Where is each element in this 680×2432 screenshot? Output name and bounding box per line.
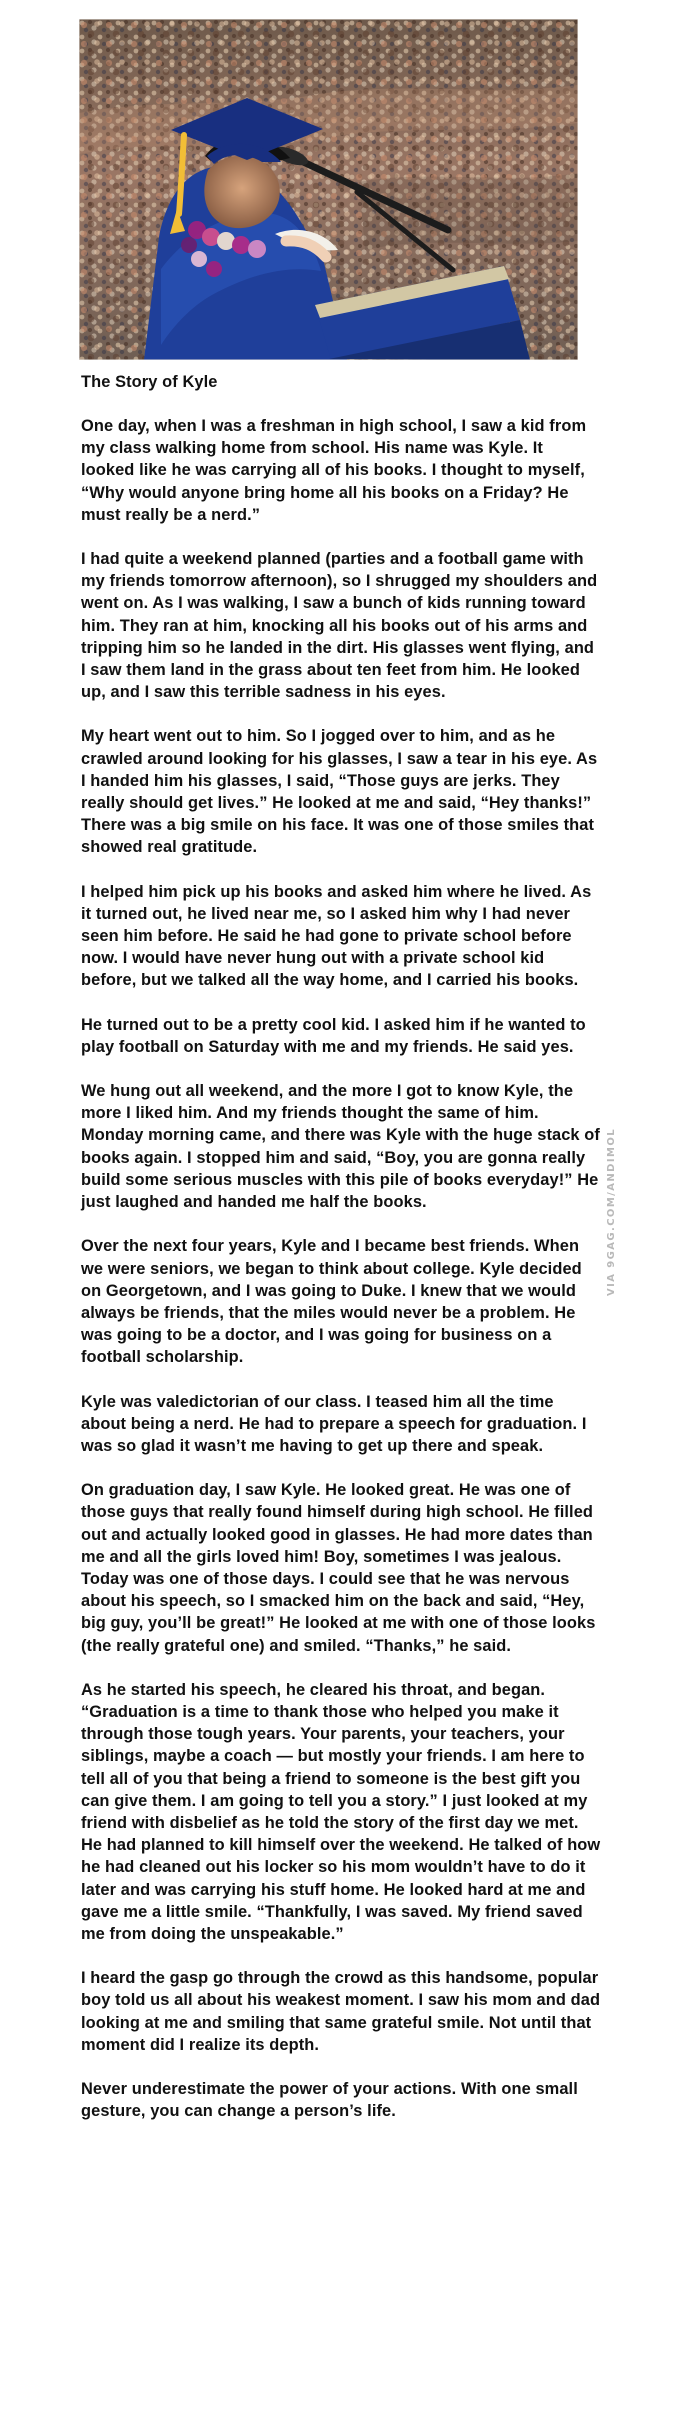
story-paragraph-8: Kyle was valedictorian of our class. I teased him all the time about being a nerd. He had to prepare a speech for graduation. I was so glad it wasn’t me having to get up there and speak. xyxy=(81,1392,587,1455)
story-paragraph-7: Over the next four years, Kyle and I became best friends. When we were seniors, we began to think about college. Kyle decided on Georgetown, and I was going to Duke. I knew that we would always be friends, that the miles would never be a problem. He was going to be a doctor, and I was going for business on a football scholarship. xyxy=(81,1237,582,1367)
graduation-speaker-image xyxy=(79,19,578,360)
story-paragraph-5: He turned out to be a pretty cool kid. I asked him if he wanted to play football on Saturday with me and my friends. He said yes. xyxy=(81,1015,586,1056)
story-paragraph-3: My heart went out to him. So I jogged over to him, and as he crawled around looking for his glasses, I saw a tear in his eye. As I handed him his glasses, I said, “Those guys are jerks. They really should get lives.” He looked at me and said, “Hey thanks!” There was a big smile on his face. It was one of those smiles that showed real gratitude. xyxy=(81,727,598,857)
story-paragraph-4: I helped him pick up his books and asked him where he lived. As it turned out, he lived near me, so I asked him why I had never seen him before. He said he had gone to private school before now. I would have never hung out with a private school kid before, but we talked all the way home, and I carried his books. xyxy=(81,882,592,990)
story-paragraph-12: Never underestimate the power of your actions. With one small gesture, you can change a person’s life. xyxy=(81,2080,578,2121)
source-watermark: VIA 9GAG.COM/ANDIMOL xyxy=(606,1128,617,1296)
graduation-photo xyxy=(79,19,578,360)
story-paragraph-1: One day, when I was a freshman in high school, I saw a kid from my class walking home from school. His name was Kyle. It looked like he was carrying all of his books. I thought to myself, “Why would anyone bring home all his books on a Friday? He must really be a nerd.” xyxy=(81,417,587,524)
story-paragraph-9: On graduation day, I saw Kyle. He looked great. He was one of those guys that really found himself during high school. He filled out and actually looked good in glasses. He had more dates than me and all the girls loved him! Boy, sometimes I was jealous. Today was one of those days. I could see that he was nervous about his speech, so I smacked him on the back and said, “Hey, big guy, you’ll be great!” He looked at me with one of those looks (the really grateful one) and smiled. “Thanks,” he said. xyxy=(81,1481,596,1655)
story-article xyxy=(81,370,601,2144)
story-paragraph-10: As he started his speech, he cleared his throat, and began. “Graduation is a time to thank those who helped you make it through those tough years. Your parents, your teachers, your siblings, maybe a coach — but mostly your friends. I am here to tell all of you that being a friend to someone is the best gift you can give them. I am going to tell you a story.” I just looked at my friend with disbelief as he told the story of the first day we met. He had planned to kill himself over the weekend. He talked of how he had cleaned out his locker so his mom wouldn’t have to do it later and was carrying his stuff home. He looked hard at me and gave me a little smile. “Thankfully, I was saved. My friend saved me from doing the unspeakable.” xyxy=(81,1680,601,1943)
story-paragraph-2: I had quite a weekend planned (parties and a football game with my friends tomorrow afternoon), so I shrugged my shoulders and went on. As I was walking, I saw a bunch of kids running toward him. They ran at him, knocking all his books out of his arms and tripping him so he landed in the dirt. His glasses went flying, and I saw them land in the grass about ten feet from him. He looked up, and I saw this terrible sadness in his eyes. xyxy=(81,550,598,702)
story-paragraph-11: I heard the gasp go through the crowd as this handsome, popular boy told us all about his weakest moment. I saw his mom and dad looking at me and smiling that same grateful smile. Not until that moment did I realize its depth. xyxy=(81,1969,601,2054)
story-title: The Story of Kyle xyxy=(81,373,218,391)
story-paragraph-6: We hung out all weekend, and the more I got to know Kyle, the more I liked him. And my friends thought the same of him. Monday morning came, and there was Kyle with the huge stack of books again. I stopped him and said, “Boy, you are gonna really build some serious muscles with this pile of books everyday!” He just laughed and handed me half the books. xyxy=(81,1082,600,1212)
